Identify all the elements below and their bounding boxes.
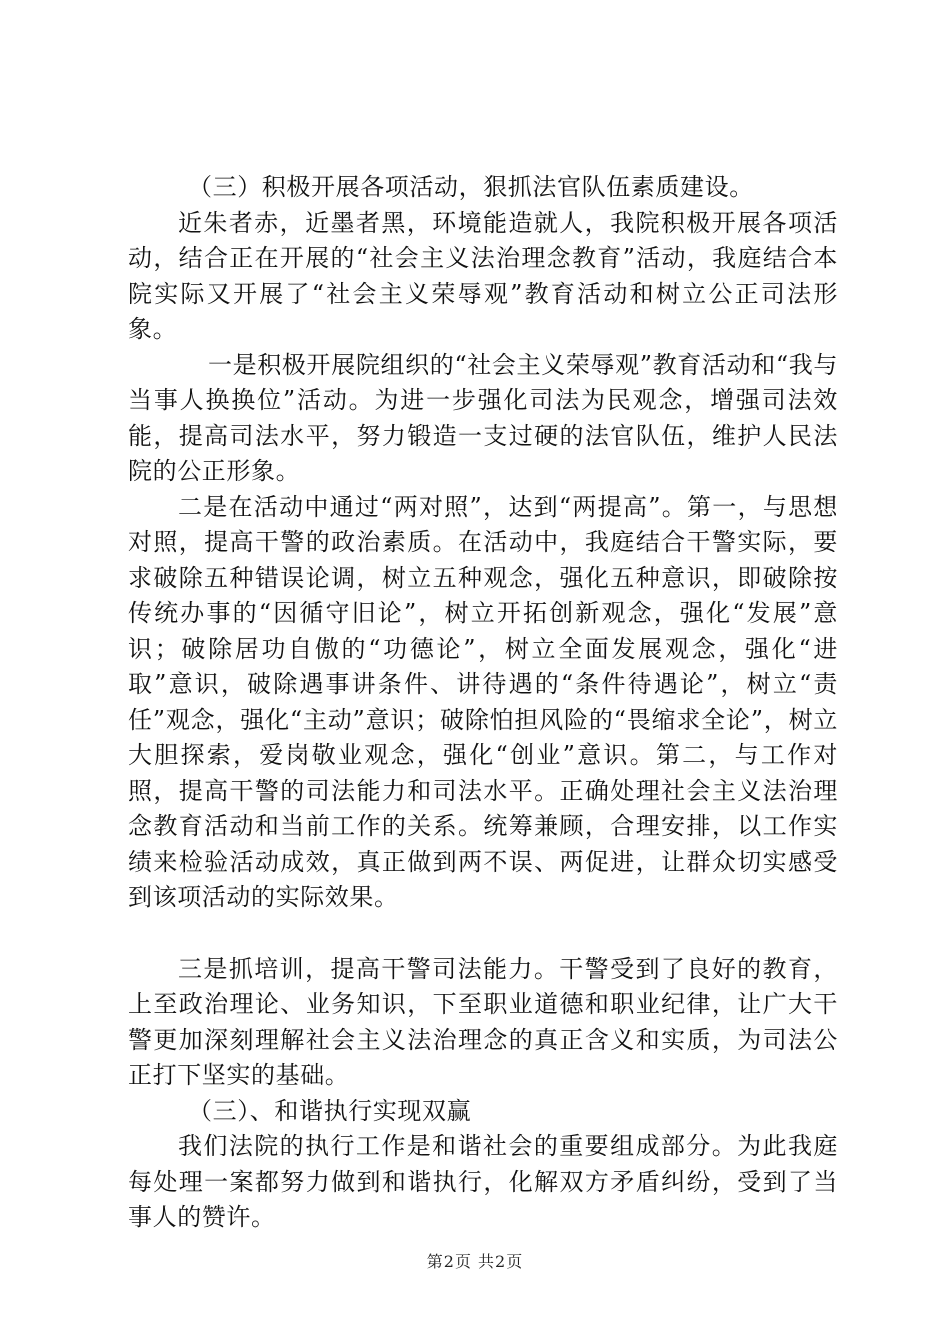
page-footer: 第2页 共2页 (426, 1252, 524, 1271)
document-body (128, 170, 838, 1236)
paragraph-point-three: 三是抓培训，提高干警司法能力。干警受到了良好的教育，上至政治理论、业务知识，下至职业道德和职业纪律，让广大干警更加深刻理解社会主义法治理念的真正含义和实质，为司法公正打下坚实的基础。 (128, 954, 838, 1089)
paragraph-point-one: 一是积极开展院组织的“社会主义荣辱观”教育活动和“我与当事人换换位”活动。为进一步强化司法为民观念，增强司法效能，提高司法水平，努力锻造一支过硬的法官队伍，维护人民法院的公正形象。 (128, 350, 838, 485)
section-heading-activities: （三）积极开展各项活动，狠抓法官队伍素质建设。 (188, 173, 754, 201)
paragraph-intro: 近朱者赤，近墨者黑，环境能造就人，我院积极开展各项活动，结合正在开展的“社会主义法治理念教育”活动，我庭结合本院实际又开展了“社会主义荣辱观”教育活动和树立公正司法形象。 (128, 208, 838, 343)
paragraph-execution: 我们法院的执行工作是和谐社会的重要组成部分。为此我庭每处理一案都努力做到和谐执行，化解双方矛盾纠纷，受到了当事人的赞许。 (128, 1132, 838, 1231)
paragraph-point-two: 二是在活动中通过“两对照”，达到“两提高”。第一，与思想对照，提高干警的政治素质。在活动中，我庭结合干警实际，要求破除五种错误论调，树立五种观念，强化五种意识，即破除按传统办事的“因循守旧论”，树立开拓创新观念，强化“发展”意识；破除居功自傲的“功德论”，树立全面发展观念，强化“进取”意识，破除遇事讲条件、讲待遇的“条件待遇论”，树立“责任”观念，强化“主动”意识；破除怕担风险的“畏缩求全论”，树立大胆探索，爱岗敬业观念，强化“创业”意识。第二，与工作对照，提高干警的司法能力和司法水平。正确处理社会主义法治理念教育活动和当前工作的关系。统筹兼顾，合理安排，以工作实绩来检验活动成效，真正做到两不误、两促进，让群众切实感受到该项活动的实际效果。 (128, 492, 838, 911)
section-heading-harmony: （三）、和谐执行实现双赢 (188, 1096, 472, 1125)
